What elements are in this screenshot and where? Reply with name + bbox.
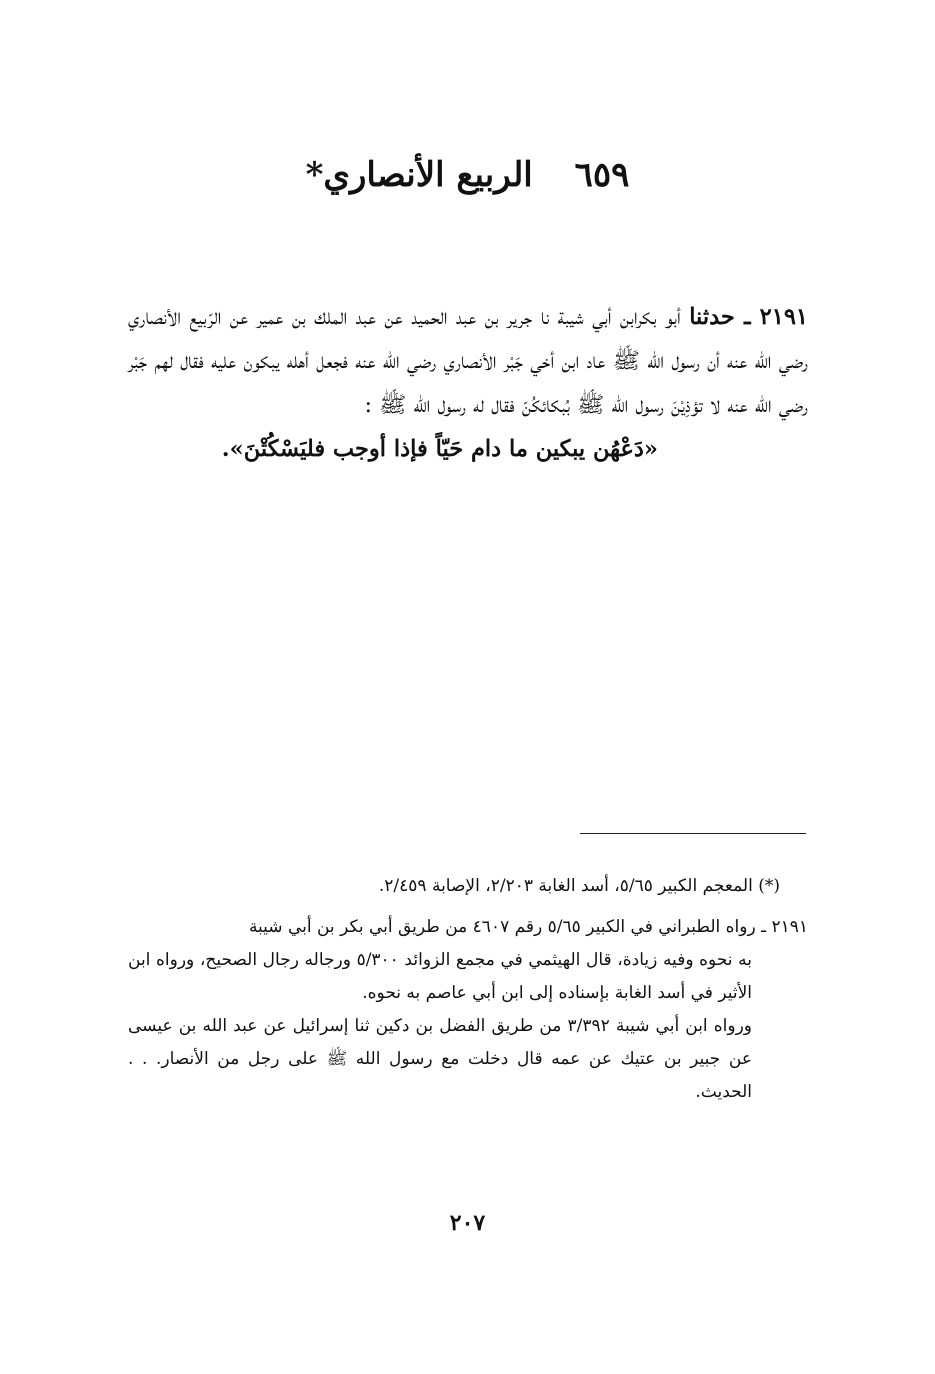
footnotes: [128, 870, 808, 1109]
hadith-number: ٢١٩١ ـ حدثنا: [689, 304, 808, 330]
footnote-separator: [580, 833, 806, 834]
hadith-paragraph: [128, 295, 808, 427]
footnote-hadith-first-line: ٢١٩١ ـ رواه الطبراني في الكبير ٥/٦٥ رقم ٤٦٠٧ من طريق أبي بكر بن أبي شيبة: [248, 917, 808, 937]
page-number: ٢٠٧: [449, 1210, 486, 1236]
footnote-hadith-continuation: به نحوه وفيه زيادة، قال الهيثمي في مجمع الزوائد ٥/٣٠٠ ورجاله رجال الصحيح، ورواه ابن الأثير في أسد الغابة بإسناده إلى ابن أبي عاصم به نحوه.: [128, 950, 752, 1003]
hadith-body: [128, 295, 808, 471]
chapter-heading: [0, 150, 935, 200]
hadith-text: أبو بكرابن أبي شيبة نا جرير بن عبد الحميد عن عبد الملك بن عمير عن الرّبيع الأنصاري رضي الله عنه أن رسول الله ﷺ عاد ابن أخي جَبْر الأنصاري رضي الله عنه فجعل أهله يبكون عليه فقال لهم جَبْر رضي الله عنه لا تؤذِيْنَ رسول الله ﷺ بُبكائكُنّ فقال له رسول الله ﷺ :: [128, 304, 808, 418]
footnote-additional: ورواه ابن أبي شيبة ٣/٣٩٢ من طريق الفضل بن دكين ثنا إسرائيل عن عبد الله بن عيسى عن جبير بن عتيك عن عمه قال دخلت مع رسول الله ﷺ على رجل من الأنصار. . . الحديث.: [128, 1016, 752, 1102]
chapter-title: الربيع الأنصاري*: [305, 155, 533, 195]
footnote-hadith: [128, 911, 808, 1010]
chapter-number: ٦٥٩: [574, 155, 630, 195]
footnote-source: (*) المعجم الكبير ٥/٦٥، أسد الغابة ٢/٢٠٣، الإصابة ٢/٤٥٩.: [378, 876, 780, 896]
hadith-quote: «دَعْهُن يبكين ما دام حَيّاً فإذا أوجب فليَسْكُتْنَ».: [221, 436, 658, 462]
